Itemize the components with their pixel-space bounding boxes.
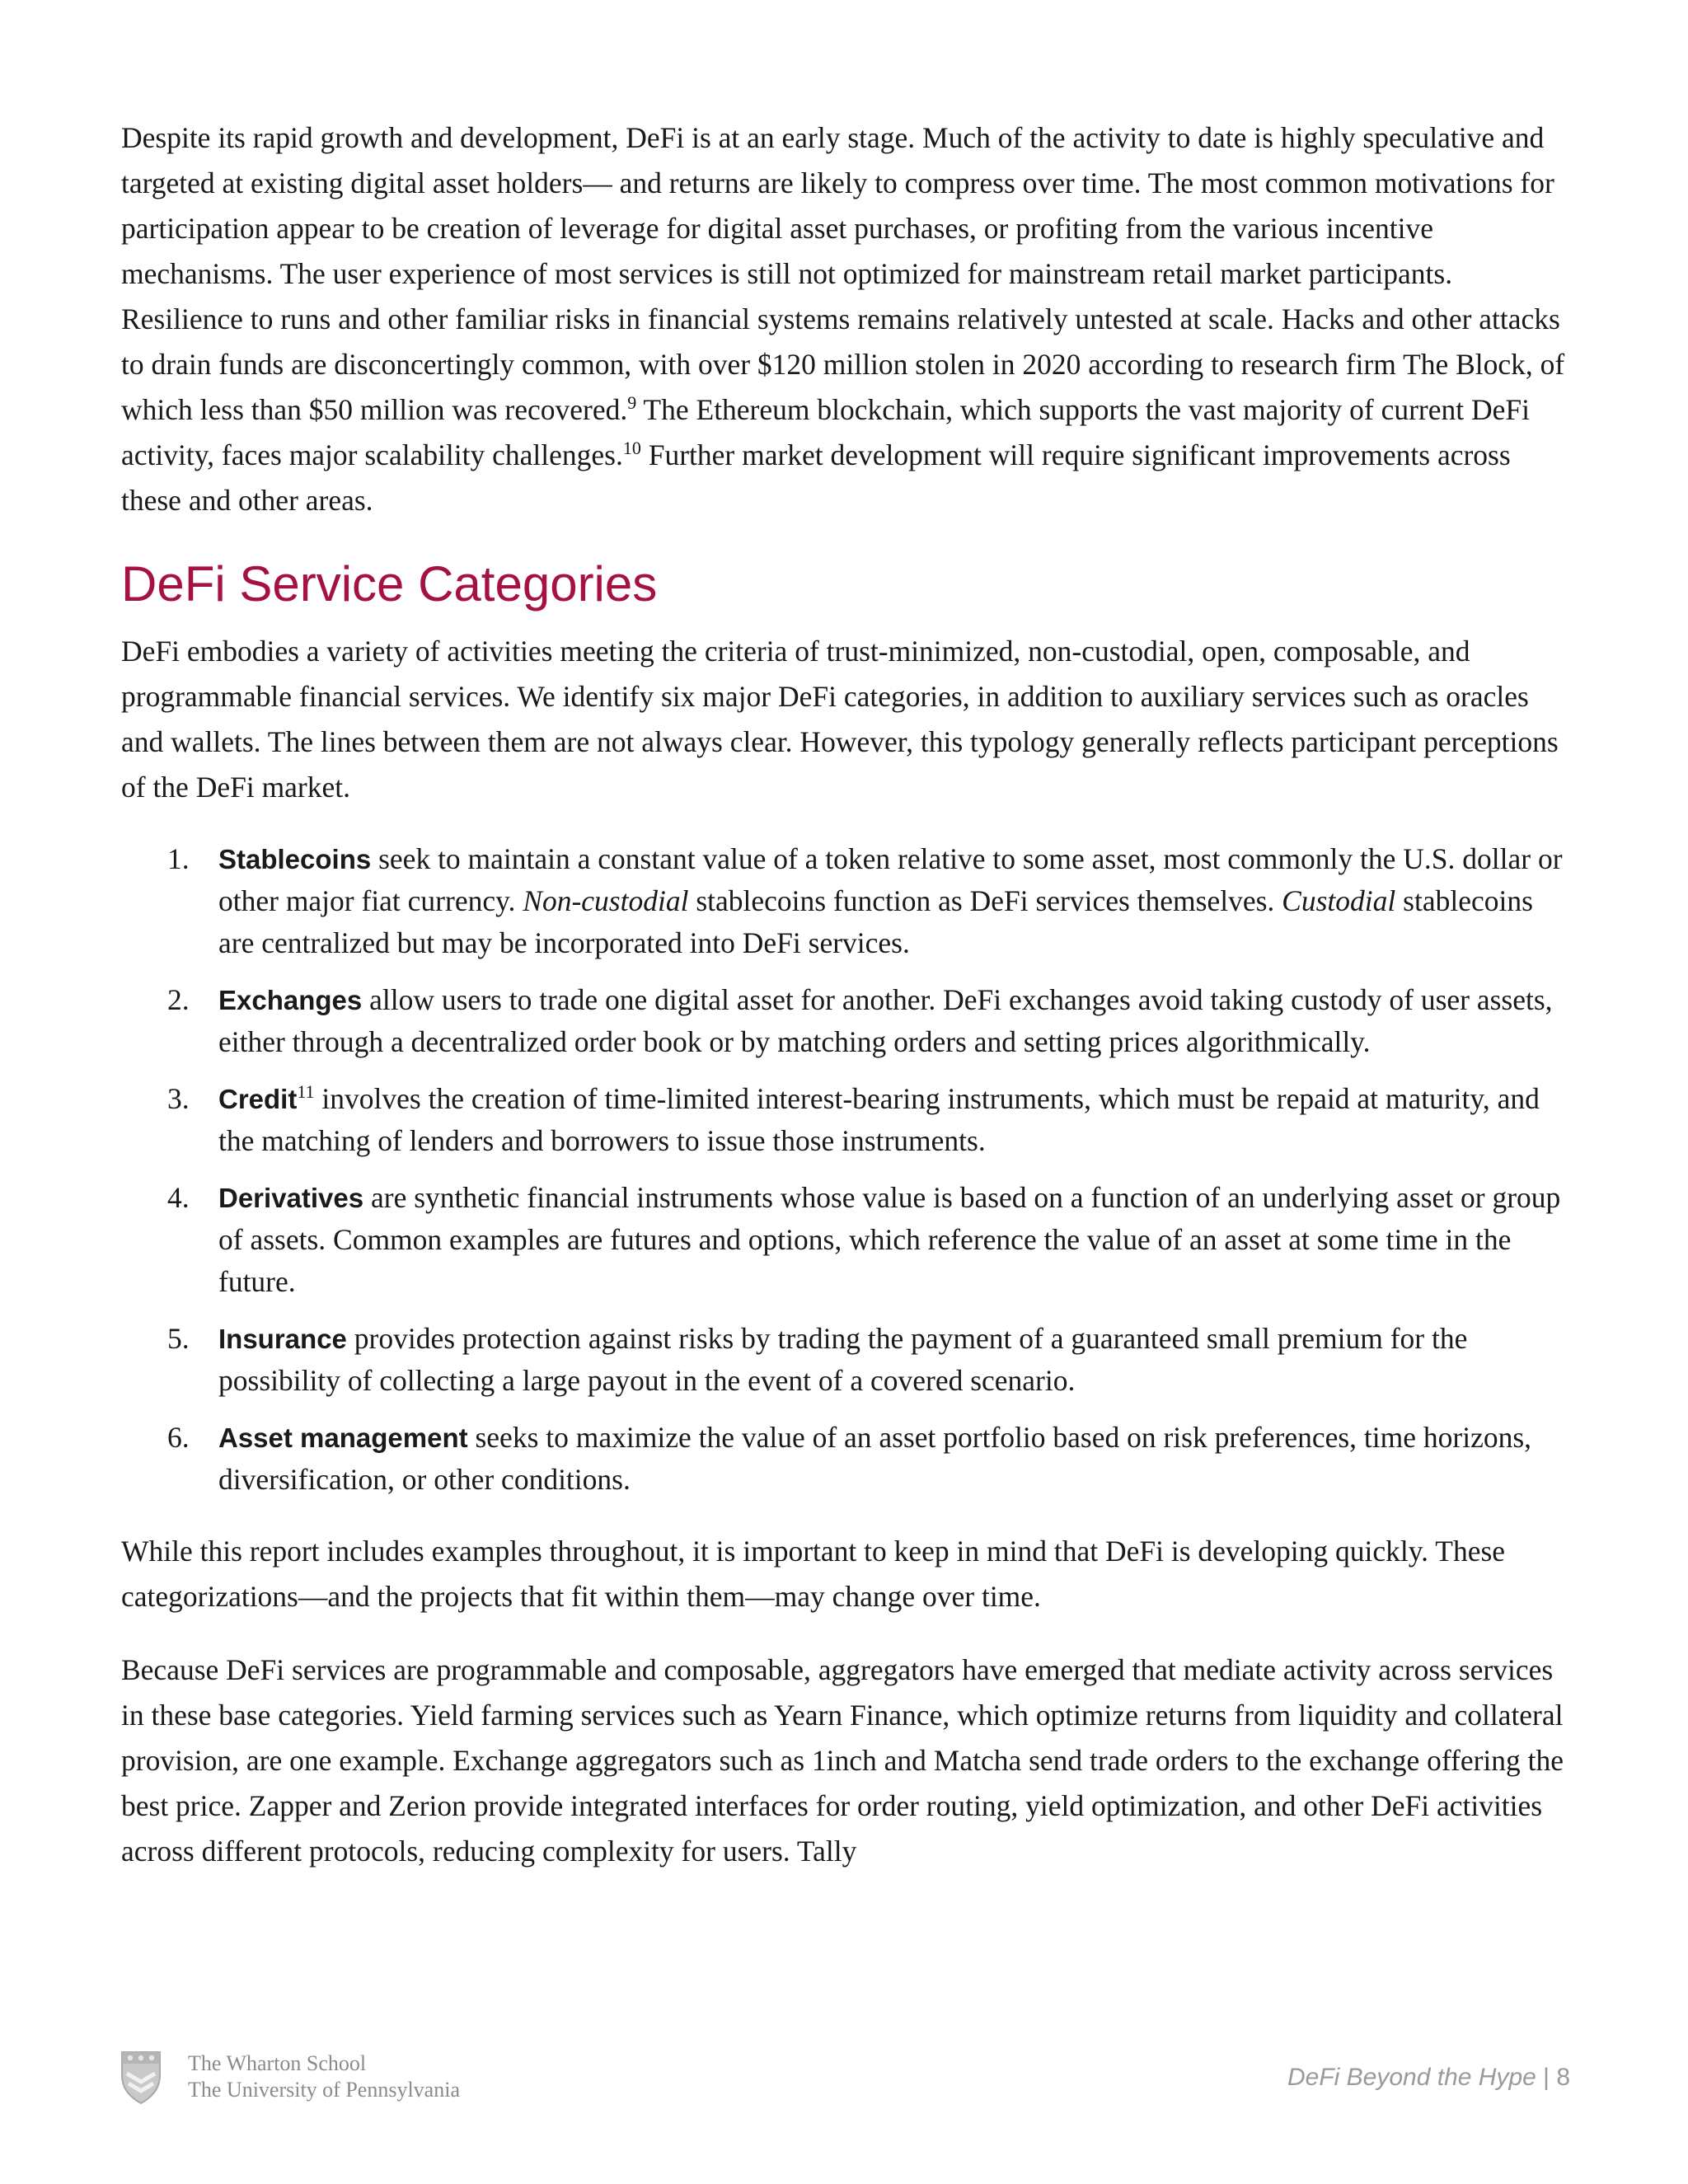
list-item xyxy=(167,1417,1572,1501)
list-number: 5. xyxy=(167,1322,190,1355)
list-text: involves the creation of time-limited interest-bearing instruments, which must be repaid at maturity, and the matching of lenders and borrowers to issue those instruments. xyxy=(218,1082,1540,1157)
list-text: allow users to trade one digital asset for another. DeFi exchanges avoid taking custody of user assets, either through a decentralized order book or by matching orders and setting prices algorithmically. xyxy=(218,983,1553,1058)
list-item xyxy=(167,838,1572,964)
list-term: Insurance xyxy=(218,1324,347,1354)
list-term: Exchanges xyxy=(218,985,363,1015)
list-term: Asset management xyxy=(218,1422,468,1453)
list-text: stablecoins function as DeFi services themselves. xyxy=(688,884,1282,917)
school-line-1: The Wharton School xyxy=(188,2051,367,2075)
intro-text-1: Despite its rapid growth and development, DeFi is at an early stage. Much of the activity to date is highly speculative and targeted at existing digital asset holders— and returns are likely to compress over time. The most common motivations for participation appear to be creation of leverage for digital asset purchases, or profiting from the various incentive mechanisms. The user experience of most services is still not optimized for mainstream retail market participants. Resilience to runs and other familiar risks in financial systems remains relatively untested at scale. Hacks and other attacks to drain funds are disconcertingly common, with over $120 million stolen in 2020 according to research firm The Block, of which less than $50 million was recovered. xyxy=(121,121,1565,426)
list-item xyxy=(167,1078,1572,1162)
list-italic-term: Custodial xyxy=(1282,884,1396,917)
intro-paragraph xyxy=(121,115,1572,523)
list-term: Stablecoins xyxy=(218,844,372,874)
school-name xyxy=(188,2050,460,2103)
list-number: 4. xyxy=(167,1181,190,1214)
intro-text-2: The Ethereum blockchain, which supports the vast majority of current DeFi activity, faces major scalability challenges. xyxy=(121,393,1530,471)
list-text: seeks to maximize the value of an asset portfolio based on risk preferences, time horizons, diversification, or other conditions. xyxy=(218,1421,1532,1496)
school-line-2: The University of Pennsylvania xyxy=(188,2078,460,2102)
closing-paragraph-2: Because DeFi services are programmable and composable, aggregators have emerged that mediate activity across services in these base categories. Yield farming services such as Yearn Finance, which optimize returns from liquidity and collateral provision, are one example. Exchange aggregators such as 1inch and Matcha send trade orders to the exchange offering the best price. Zapper and Zerion provide integrated interfaces for order routing, yield optimization, and other DeFi activities across different protocols, reducing complexity for users. Tally xyxy=(121,1653,1564,1868)
list-italic-term: Non-custodial xyxy=(523,884,689,917)
list-term: Credit xyxy=(218,1084,298,1114)
footnote-ref-9[interactable]: 9 xyxy=(627,392,637,414)
section-heading: DeFi Service Categories xyxy=(121,556,658,612)
penn-shield-icon xyxy=(120,2050,162,2105)
list-number: 2. xyxy=(167,983,190,1016)
page-content xyxy=(121,115,1572,1902)
section-lead-paragraph: DeFi embodies a variety of activities meeting the criteria of trust-minimized, non-custodial, open, composable, and programmable financial services. We identify six major DeFi categories, in addition to auxiliary services such as oracles and wallets. The lines between them are not always clear. However, this typology generally reflects participant perceptions of the DeFi market. xyxy=(121,635,1559,804)
list-text: provides protection against risks by trading the payment of a guaranteed small premium for the possibility of collecting a large payout in the event of a covered scenario. xyxy=(218,1322,1468,1397)
list-text: stablecoins are centralized but may be incorporated into DeFi services. xyxy=(218,884,1533,959)
list-item xyxy=(167,979,1572,1063)
page-info xyxy=(1287,2064,1570,2092)
list-number: 3. xyxy=(167,1082,190,1115)
category-list xyxy=(121,838,1572,1501)
list-item xyxy=(167,1177,1572,1303)
document-title: DeFi Beyond the Hype xyxy=(1287,2064,1536,2091)
list-text: seek to maintain a constant value of a token relative to some asset, most commonly the U.S. dollar or other major fiat currency. xyxy=(218,842,1563,917)
page-footer xyxy=(0,2050,1688,2116)
closing-paragraph-1: While this report includes examples throughout, it is important to keep in mind that DeFi is developing quickly. These categorizations—and the projects that fit within them—may change over time. xyxy=(121,1535,1506,1613)
list-term: Derivatives xyxy=(218,1183,364,1213)
list-item xyxy=(167,1318,1572,1402)
page-number: 8 xyxy=(1556,2064,1570,2091)
list-number: 1. xyxy=(167,842,190,875)
separator: | xyxy=(1536,2064,1557,2091)
list-number: 6. xyxy=(167,1421,190,1454)
list-text: are synthetic financial instruments whose value is based on a function of an underlying asset or group of assets. Common examples are futures and options, which reference the value of an asset at some time in the future. xyxy=(218,1181,1561,1298)
footnote-ref-10[interactable]: 10 xyxy=(622,438,641,459)
footnote-ref-11[interactable]: 11 xyxy=(297,1081,315,1103)
intro-text-3: Further market development will require significant improvements across these and other areas. xyxy=(121,438,1511,517)
